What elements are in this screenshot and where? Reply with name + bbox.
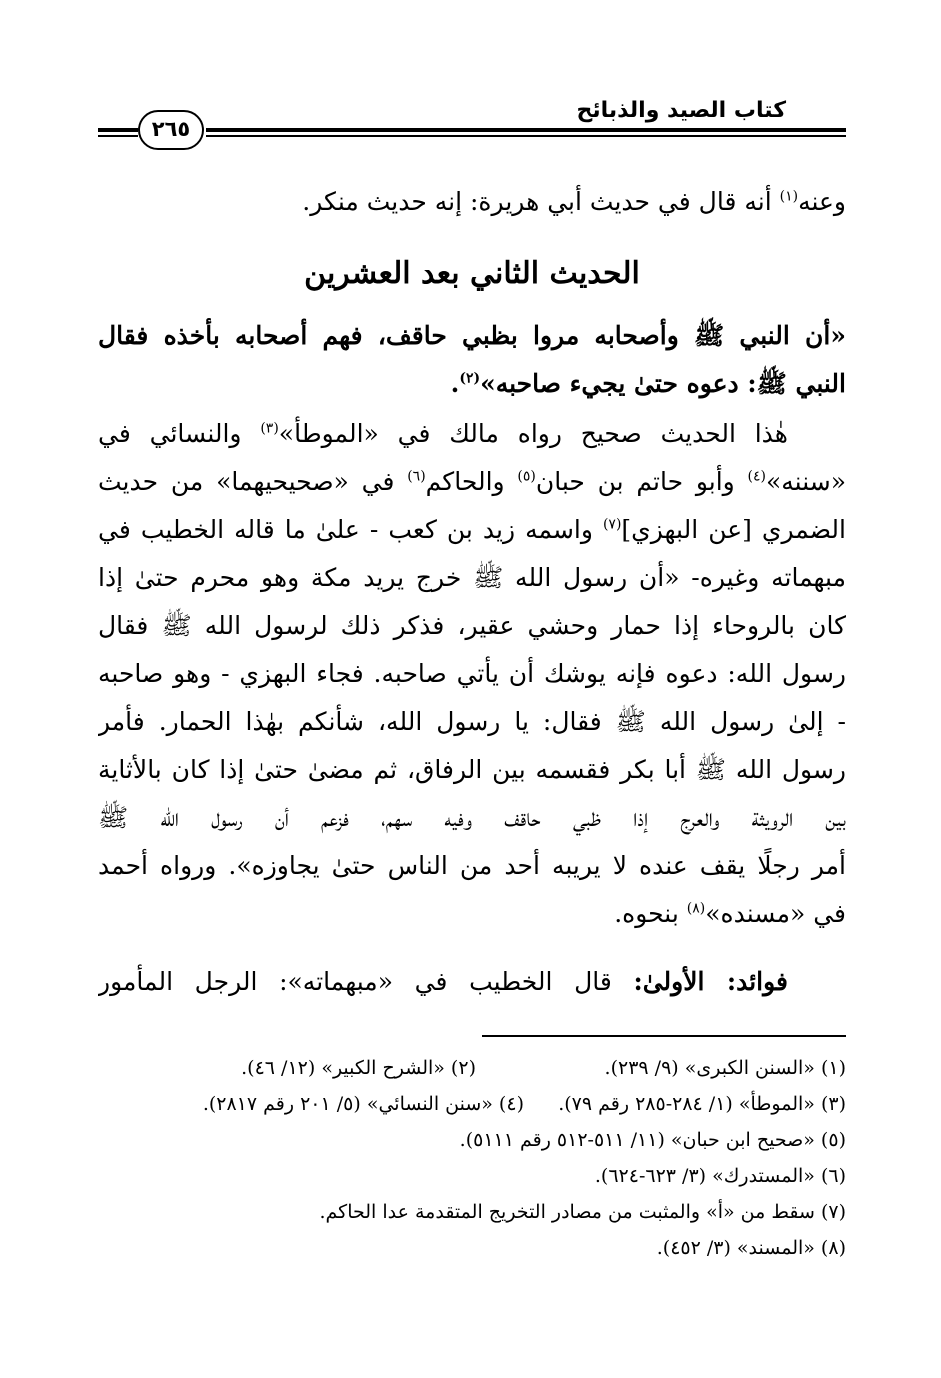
footnote-6: (٦) «المستدرك» (٣/ ٦٢٣-٦٢٤). <box>594 1165 846 1187</box>
section-title: الحديث الثاني بعد العشرين <box>304 256 640 291</box>
footnote-ref: (٥) <box>517 468 536 485</box>
header-rule-thick <box>206 128 846 132</box>
text-line <box>98 360 846 408</box>
text-line: مبهماته وغيره- «أن رسول الله ﷺ خرج يريد مكة وهو محرم حتىٰ إذا <box>98 563 846 592</box>
text-run: بنحوه. <box>614 899 687 928</box>
page-header <box>98 96 846 146</box>
footnote-8: (٨) «المسند» (٣/ ٤٥٢). <box>656 1237 846 1259</box>
text-run: أنه قال في حديث أبي هريرة: إنه حديث منكر. <box>302 187 780 216</box>
text-run: وأبو حاتم بن حبان <box>535 467 748 496</box>
header-rule-thin <box>206 135 846 137</box>
text-run: . <box>450 369 460 398</box>
benefits-paragraph <box>98 958 846 1006</box>
text-run: «سننه» <box>765 467 846 496</box>
text-line <box>98 458 846 506</box>
footnote-ref: (٨) <box>686 900 706 917</box>
footnote-ref: (٣) <box>260 420 279 437</box>
hadith-text <box>98 312 846 408</box>
footnote-ref: (٧) <box>602 516 622 533</box>
footnote-5: (٥) «صحيح ابن حبان» (١١/ ٥١١-٥١٢ رقم ٥١١١). <box>459 1129 846 1151</box>
text-run: والحاكم <box>425 467 518 496</box>
text-run: هٰذا الحديث صحيح رواه مالك في «الموطأ» <box>278 419 788 448</box>
footnote-2: (٢) «الشرح الكبير» (١٢/ ٤٦). <box>241 1057 476 1079</box>
text-line <box>98 958 846 1006</box>
footnote-ref: (٤) <box>747 468 766 485</box>
footnote-row <box>98 1122 846 1158</box>
page-number: ٢٦٥ <box>138 110 204 150</box>
footnote-4: (٤) «سنن النسائي» (٥/ ٢٠١ رقم ٢٨١٧). <box>202 1093 524 1115</box>
text-run: النبي ﷺ: دعوه حتىٰ يجيء صاحبه» <box>480 369 846 398</box>
text-run: قال الخطيب في «مبهماته»: الرجل المأمور <box>98 967 634 996</box>
text-run: والنسائي في <box>98 419 261 448</box>
text-line: - إلىٰ رسول الله ﷺ فقال: يا رسول الله، شأنكم بهٰذا الحمار. فأمر <box>98 707 846 736</box>
footnote-separator <box>482 1035 846 1037</box>
intro-paragraph <box>98 178 846 226</box>
text-line: «أن النبي ﷺ وأصحابه مروا بظبي حاقف، فهم أصحابه بأخذه فقال <box>98 321 846 350</box>
header-rule-left-thin <box>98 135 138 137</box>
footnote-7: (٧) سقط من «أ» والمثبت من مصادر التخريج المتقدمة عدا الحاكم. <box>319 1201 846 1223</box>
footnote-row <box>98 1050 846 1086</box>
text-run: واسمه زيد بن كعب - علىٰ ما قاله الخطيب في <box>98 515 603 544</box>
text-line <box>98 506 846 554</box>
footnote-1: (١) «السنن الكبرى» (٩/ ٢٣٩). <box>604 1057 846 1079</box>
footnote-row <box>98 1086 846 1122</box>
text-line: كان بالروحاء إذا حمار وحشي عقير، فذكر ذلك لرسول الله ﷺ فقال <box>98 611 846 640</box>
header-rule-left <box>98 128 138 132</box>
text-line: أمر رجلًا يقف عنده لا يريبه أحد من الناس حتىٰ يجاوزه». ورواه أحمد <box>98 851 846 880</box>
footnote-row <box>98 1194 846 1230</box>
text-line <box>98 890 846 938</box>
footnote-ref: (٦) <box>407 468 426 485</box>
text-line <box>98 178 846 226</box>
footnote-row <box>98 1230 846 1266</box>
commentary-paragraph <box>98 410 846 938</box>
text-line: رسول الله ﷺ أبا بكر فقسمه بين الرفاق، ثم مضىٰ حتىٰ إذا كان بالأثاية <box>98 755 846 784</box>
text-run: وعنه <box>798 187 846 216</box>
text-run: الضمري [عن البهزي] <box>621 515 846 544</box>
footnotes <box>98 1050 846 1266</box>
text-line <box>98 410 846 458</box>
running-title: كتاب الصيد والذبائح <box>576 98 786 123</box>
text-run: في «مسنده» <box>705 899 846 928</box>
text-line: رسول الله: دعوه فإنه يوشك أن يأتي صاحبه. فجاء البهزي - وهو صاحبه <box>98 659 846 688</box>
footnote-3: (٣) «الموطأ» (١/ ٢٨٤-٢٨٥ رقم ٧٩). <box>558 1093 846 1115</box>
footnote-ref: (١) <box>779 188 799 205</box>
footnote-row <box>98 1158 846 1194</box>
text-run: في «صحيحيهما» من حديث <box>98 467 408 496</box>
benefits-label: فوائد: الأولىٰ: <box>633 967 788 996</box>
text-line: بين الرويثة والعرج إذا ظبي حاقف وفيه سهم، فزعم أن رسول الله ﷺ <box>98 803 846 832</box>
footnote-ref: (٢) <box>459 370 481 387</box>
